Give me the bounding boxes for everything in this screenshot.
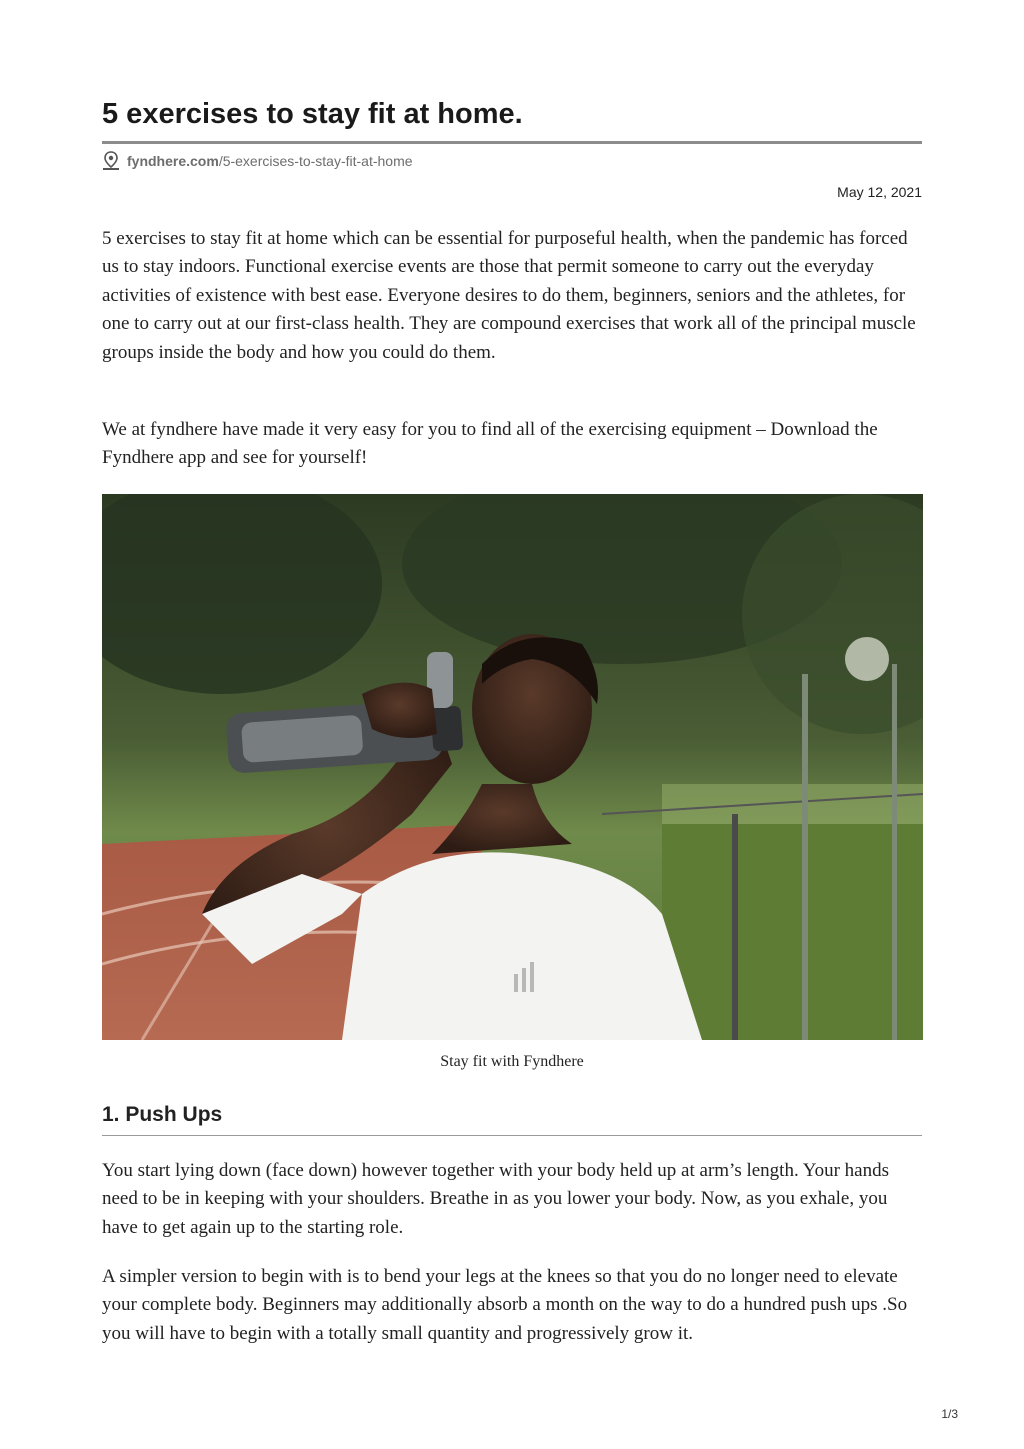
location-pin-icon: [102, 151, 120, 171]
section-paragraph: A simpler version to begin with is to bend your legs at the knees so that you do no longer need to elevate your complete body. Beginners may additionally absorb a month on the way to do a hundred push ups .So you will have to begin with a totally small quantity and progressively grow it.: [102, 1266, 908, 1344]
intro-paragraph: 5 exercises to stay fit at home which can be essential for purposeful health, when the pandemic has forced us to stay indoors. Functional exercise events are those that permit someone to carry out the everyday activities of existence with best ease. Everyone desires to do them, beginners, seniors and the athletes, for one to carry out at our first-class health. They are compound exercises that work all of the principal muscle groups inside the body and how you could do them.: [102, 228, 916, 363]
article-title: 5 exercises to stay fit at home.: [102, 98, 523, 130]
publish-date: May 12, 2021: [837, 184, 922, 200]
article-photo: [102, 494, 923, 1040]
source-path[interactable]: /5-exercises-to-stay-fit-at-home: [218, 153, 413, 169]
intro-paragraph: We at fyndhere have made it very easy for you to find all of the exercising equipment – Download the Fyndhere app and see for yourself!: [102, 419, 878, 469]
source-link[interactable]: [102, 150, 413, 172]
section-heading: 1. Push Ups: [102, 1103, 223, 1126]
title-divider: [102, 141, 922, 144]
section-divider: [102, 1135, 922, 1136]
image-caption: Stay fit with Fyndhere: [440, 1053, 584, 1070]
section-paragraph: You start lying down (face down) however together with your body held up at arm’s length. Your hands need to be in keeping with your shoulders. Breathe in as you lower your body. Now, as you exhale, you have to get again up to the starting role.: [102, 1160, 889, 1238]
page-number: 1/3: [941, 1407, 958, 1421]
source-domain[interactable]: fyndhere.com: [127, 153, 219, 169]
